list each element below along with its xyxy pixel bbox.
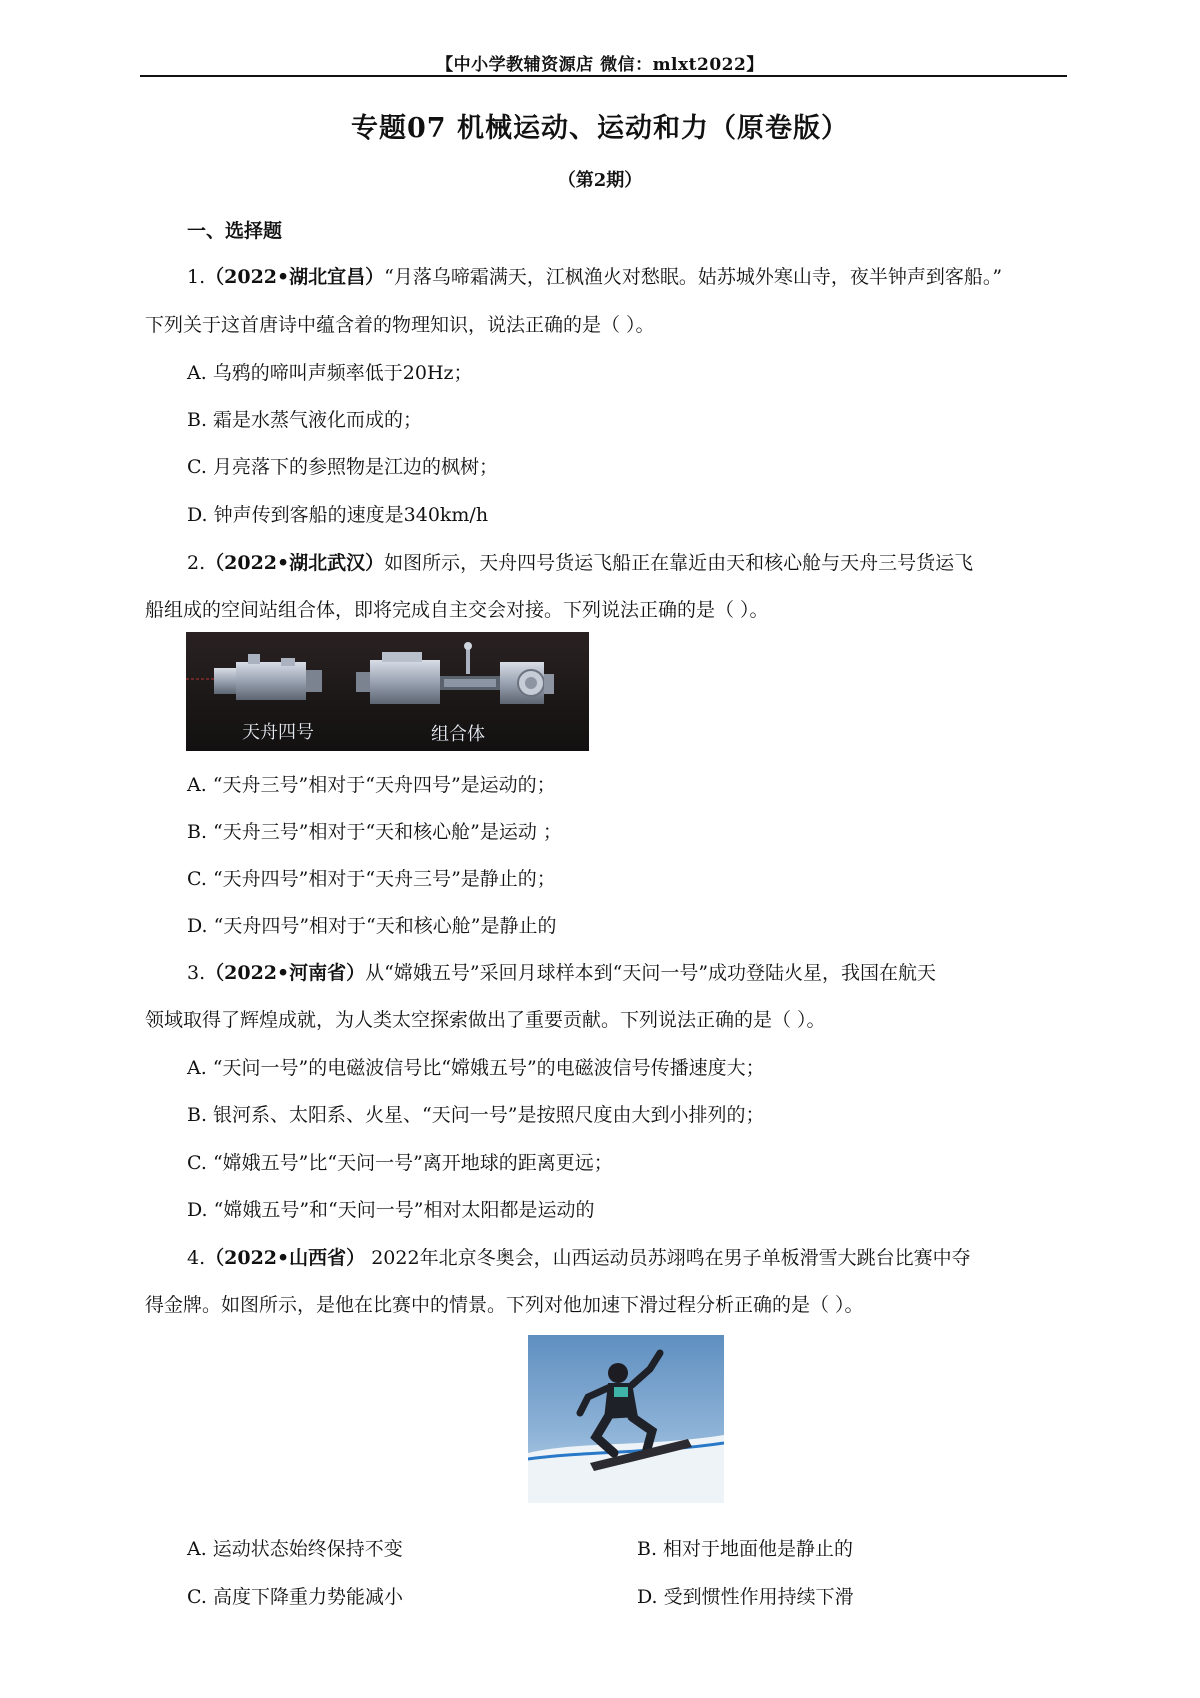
question-number: 3. bbox=[187, 962, 206, 984]
question-4-stem bbox=[187, 1243, 971, 1270]
question-2-stem bbox=[187, 548, 973, 575]
question-4-option-d: D. 受到惯性作用持续下滑 bbox=[637, 1586, 854, 1608]
question-text: “月落乌啼霜满天，江枫渔火对愁眠。姑苏城外寒山寺，夜半钟声到客船。” bbox=[384, 266, 1003, 288]
page-title: 专题07 机械运动、运动和力（原卷版） bbox=[351, 113, 849, 144]
question-source-tag: （2022•湖北宜昌） bbox=[205, 266, 385, 288]
question-4-option-c: C. 高度下降重力势能减小 bbox=[187, 1586, 403, 1608]
question-number: 2. bbox=[187, 552, 206, 574]
question-number: 1. bbox=[187, 266, 206, 288]
question-source-tag: （2022•河南省） bbox=[205, 962, 366, 984]
question-2-option-c: C. “天舟四号”相对于“天舟三号”是静止的； bbox=[187, 868, 556, 890]
question-text: 如图所示，天舟四号货运飞船正在靠近由天和核心舱与天舟三号货运飞 bbox=[384, 552, 974, 574]
page-header-text: 【中小学教辅资源店 微信：mlxt2022】 bbox=[436, 55, 764, 75]
question-4-stem-cont: 得金牌。如图所示，是他在比赛中的情景。下列对他加速下滑过程分析正确的是（ ）。 bbox=[145, 1294, 864, 1316]
header-rule bbox=[140, 75, 1067, 77]
question-2-option-d: D. “天舟四号”相对于“天和核心舱”是静止的 bbox=[187, 915, 557, 937]
question-3-option-d: D. “嫦娥五号”和“天问一号”相对太阳都是运动的 bbox=[187, 1199, 595, 1221]
figure-label-tianzhou-4: 天舟四号 bbox=[242, 722, 314, 743]
question-2-option-a: A. “天舟三号”相对于“天舟四号”是运动的； bbox=[187, 774, 556, 796]
question-1-option-d: D. 钟声传到客船的速度是340km/h bbox=[187, 504, 489, 526]
question-text: 从“嫦娥五号”采回月球样本到“天问一号”成功登陆火星，我国在航天 bbox=[365, 962, 937, 984]
question-text: 2022年北京冬奥会，山西运动员苏翊鸣在男子单板滑雪大跳台比赛中夺 bbox=[365, 1247, 971, 1269]
question-number: 4. bbox=[187, 1247, 206, 1269]
question-source-tag: （2022•湖北武汉） bbox=[205, 552, 385, 574]
question-1-stem-cont: 下列关于这首唐诗中蕴含着的物理知识，说法正确的是（ ）。 bbox=[145, 314, 655, 336]
question-4-option-a: A. 运动状态始终保持不变 bbox=[187, 1538, 403, 1560]
question-3-stem-cont: 领域取得了辉煌成就，为人类太空探索做出了重要贡献。下列说法正确的是（ ）。 bbox=[145, 1009, 826, 1031]
question-4-option-b: B. 相对于地面他是静止的 bbox=[637, 1538, 854, 1560]
question-source-tag: （2022•山西省） bbox=[205, 1247, 366, 1269]
question-3-stem bbox=[187, 958, 936, 985]
snowboarder-illustration bbox=[528, 1335, 724, 1503]
section-heading: 一、选择题 bbox=[187, 220, 283, 242]
snowboard-figure bbox=[528, 1335, 724, 1503]
question-2-option-b: B. “天舟三号”相对于“天和核心舱”是运动 ； bbox=[187, 821, 562, 843]
question-1-option-c: C. 月亮落下的参照物是江边的枫树； bbox=[187, 456, 498, 478]
space-station-figure bbox=[186, 632, 589, 751]
question-1-stem bbox=[187, 262, 1002, 289]
question-2-stem-cont: 船组成的空间站组合体，即将完成自主交会对接。下列说法正确的是（ ）。 bbox=[145, 599, 769, 621]
question-3-option-c: C. “嫦娥五号”比“天问一号”离开地球的距离更远； bbox=[187, 1152, 613, 1174]
question-3-option-a: A. “天问一号”的电磁波信号比“嫦娥五号”的电磁波信号传播速度大； bbox=[187, 1057, 765, 1079]
figure-label-combination: 组合体 bbox=[431, 724, 485, 745]
question-1-option-b: B. 霜是水蒸气液化而成的； bbox=[187, 409, 423, 431]
question-1-option-a: A. 乌鸦的啼叫声频率低于20Hz； bbox=[187, 362, 473, 384]
page-subtitle: （第2期） bbox=[557, 170, 643, 191]
question-3-option-b: B. 银河系、太阳系、火星、“天问一号”是按照尺度由大到小排列的； bbox=[187, 1104, 765, 1126]
